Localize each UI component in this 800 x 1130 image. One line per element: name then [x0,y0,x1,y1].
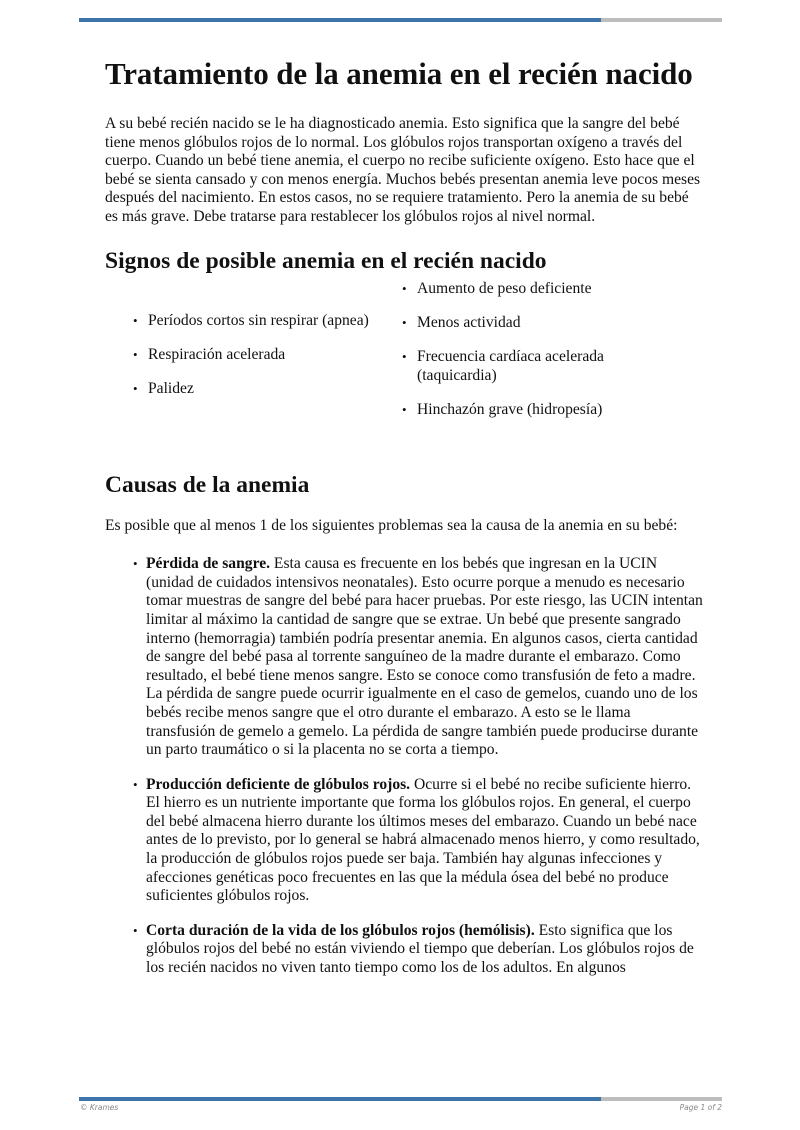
header-rule-grey [601,18,722,22]
bullet-icon: • [402,314,407,330]
list-item: • Hinchazón grave (hidropesía) [402,400,603,418]
bullet-icon: • [133,776,138,792]
signs-column-right [402,280,632,435]
cause-text: Ocurre si el bebé no recibe suficiente hierro. El hierro es un nutriente importante que forma los glóbulos rojos. En general, el cuerpo del bebé almacena hierro durante los últimos meses del embarazo. Cuando un bebé nace antes de lo previsto, por lo general se habrá almacenado menos hierro, y como resultado, la producción de glóbulos rojos puede ser baja. También hay algunas infecciones y afecciones genéticas poco frecuentes en las que la médula ósea del bebé no produce suficientes glóbulos rojos. [146,775,700,905]
list-item [133,922,703,978]
header-rule [79,18,722,22]
signs-list [105,275,705,455]
list-item: • Aumento de peso deficiente [402,279,592,297]
list-item [133,776,703,906]
bullet-icon: • [133,556,138,572]
header-rule-blue [79,18,601,22]
causes-heading: Causas de la anemia [105,471,310,498]
cause-title: Corta duración de la vida de los glóbulos rojos (hemólisis). [146,921,535,939]
causes-intro: Es posible que al menos 1 de los siguientes problemas sea la causa de la anemia en su bebé: [105,516,678,534]
footer-rule [79,1097,722,1101]
bullet-icon: • [133,312,138,328]
footer-rule-blue [79,1097,601,1101]
bullet-icon: • [133,380,138,396]
page-title: Tratamiento de la anemia en el recién nacido [105,56,693,91]
signs-heading: Signos de posible anemia en el recién nacido [105,247,547,274]
cause-title: Pérdida de sangre. [146,555,271,573]
cause-text: Esta causa es frecuente en los bebés que ingresan en la UCIN (unidad de cuidados intensivos neonatales). Esto ocurre porque a menudo es necesario tomar muestras de sangre del bebé para hacer pruebas. Por este riesgo, las UCIN intentan limitar al máximo la cantidad de sangre que se extrae. Un bebé que presente sangrado interno (hemorragia) también podría presentar anemia. En algunos casos, cierta cantidad de sangre del bebé pasa al torrente sanguíneo de la madre durante el embarazo. Como resultado, el bebé tiene menos sangre. Esto se conoce como transfusión de feto a madre. La pérdida de sangre puede ocurrir igualmente en el caso de gemelos, cuando uno de los bebés recibe menos sangre que el otro durante el embarazo. A esto se le llama transfusión de gemelo a gemelo. La pérdida de sangre también puede producirse durante un parto traumático o si la placenta no se corta a tiempo. [146,555,703,759]
bullet-icon: • [402,280,407,296]
causes-list [105,555,703,977]
bullet-icon: • [402,348,407,364]
bullet-icon: • [133,346,138,362]
signs-column-left [133,312,383,415]
footer-rule-grey [601,1097,722,1101]
list-item: • Respiración acelerada [133,345,286,363]
list-item [133,555,703,760]
intro-paragraph: A su bebé recién nacido se le ha diagnosticado anemia. Esto significa que la sangre del bebé tiene menos glóbulos rojos de lo normal. Los glóbulos rojos transportan oxígeno a través del cuerpo. Cuando un bebé tiene anemia, el cuerpo no recibe suficiente oxígeno. Esto hace que el bebé se sienta cansado y con menos energía. Muchos bebés presentan anemia leve pocos meses después del nacimiento. En estos casos, no se requiere tratamiento. Pero la anemia de su bebé es más grave. Debe tratarse para restablecer los glóbulos rojos al nivel normal. [105,115,701,225]
bullet-icon: • [402,401,407,417]
list-item: • Frecuencia cardíaca acelerada (taquicardia) [402,347,604,384]
cause-text: Esto significa que los glóbulos rojos del bebé no están viviendo el tiempo que deberían. Los glóbulos rojos de los recién nacidos no viven tanto tiempo como los de los adultos. En algunos [146,921,694,977]
list-item: • Menos actividad [402,313,521,331]
document-body [105,55,705,994]
footer-page-number: Page 1 of 2 [679,1103,722,1112]
footer-copyright: © Krames [80,1103,119,1112]
list-item: • Palidez [133,379,194,397]
cause-title: Producción deficiente de glóbulos rojos. [146,775,411,793]
list-item: • Períodos cortos sin respirar (apnea) [133,311,369,329]
bullet-icon: • [133,922,138,938]
